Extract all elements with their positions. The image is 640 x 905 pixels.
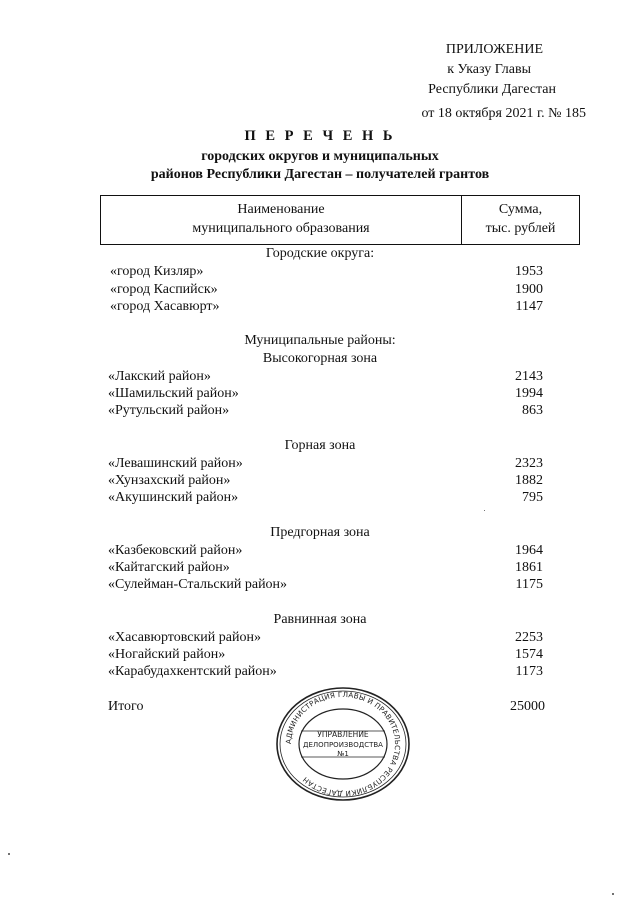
list-item-value: 1882 — [515, 473, 543, 488]
list-item-name: «Карабудахкентский район» — [108, 664, 277, 679]
list-item-value: 2143 — [515, 369, 543, 384]
list-item-name: «Кайтагский район» — [108, 560, 230, 575]
header-sum-cell — [462, 196, 579, 244]
list-item-value: 1900 — [515, 282, 543, 297]
list-item-name: «город Хасавюрт» — [110, 299, 220, 314]
scan-speck — [612, 893, 614, 895]
section-heading-municipal: Муниципальные районы: — [244, 333, 396, 348]
list-item-value: 2253 — [515, 630, 543, 645]
stamp-line-1: УПРАВЛЕНИЕ — [317, 730, 369, 739]
stamp-line-2: ДЕЛОПРОИЗВОДСТВА — [303, 741, 383, 749]
stamp-line-3: №1 — [337, 750, 349, 758]
list-item-value: 1574 — [515, 647, 543, 662]
stamp-seal-icon — [275, 687, 411, 802]
subtitle-line-1: городских округов и муниципальных — [201, 149, 439, 164]
list-item-value: 1147 — [515, 299, 543, 314]
section-heading-urban: Городские округа: — [265, 246, 375, 261]
list-item-value: 1994 — [515, 386, 543, 401]
list-item-name: «город Кизляр» — [110, 264, 204, 279]
list-item-name: «Левашинский район» — [108, 456, 243, 471]
list-item-value: 863 — [522, 403, 543, 418]
header-name-line-2: муниципального образования — [192, 221, 370, 236]
header-sum-line-2: тыс. рублей — [485, 221, 556, 236]
list-item-value: 1175 — [515, 577, 543, 592]
section-heading-highland: Высокогорная зона — [262, 351, 378, 366]
appendix-label: ПРИЛОЖЕНИЕ — [445, 42, 543, 57]
list-item-name: «Лакский район» — [108, 369, 211, 384]
list-item-name: «Ногайский район» — [108, 647, 226, 662]
list-item-name: «Хунзахский район» — [108, 473, 231, 488]
appendix-republic: Республики Дагестан — [428, 82, 556, 97]
list-item-name: «Казбековский район» — [108, 543, 243, 558]
document-title: П Е Р Е Ч Е Н Ь — [244, 128, 396, 144]
list-item-name: «Рутульский район» — [108, 403, 230, 418]
total-label: Итого — [108, 699, 144, 714]
list-item-name: «Хасавюртовский район» — [108, 630, 261, 645]
list-item-value: 795 — [522, 490, 543, 505]
header-sum-line-1: Сумма, — [498, 202, 543, 217]
list-item-name: «Сулейман-Стальский район» — [108, 577, 288, 592]
document-subtitle — [0, 148, 640, 184]
section-heading-plain: Равнинная зона — [273, 612, 367, 627]
table-header — [100, 195, 580, 245]
header-name-line-1: Наименование — [237, 202, 325, 217]
scan-speck — [484, 510, 485, 511]
list-item-value: 1173 — [515, 664, 543, 679]
list-item-value: 1861 — [515, 560, 543, 575]
appendix-block — [360, 40, 580, 100]
stamp-ring-text: АДМИНИСТРАЦИЯ ГЛАВЫ И ПРАВИТЕЛЬСТВА РЕСПУБЛИКИ ДАГЕСТАН — [283, 689, 403, 799]
list-item-value: 1964 — [515, 543, 543, 558]
list-item-name: «Акушинский район» — [108, 490, 239, 505]
total-value: 25000 — [510, 699, 545, 714]
list-item-value: 1953 — [515, 264, 543, 279]
subtitle-line-2: районов Республики Дагестан – получателей грантов — [150, 167, 490, 182]
appendix-date: от 18 октября 2021 г. № 185 — [421, 106, 586, 121]
section-heading-mountain: Горная зона — [284, 438, 356, 453]
list-item-value: 2323 — [515, 456, 543, 471]
list-item-name: «город Каспийск» — [110, 282, 218, 297]
scan-speck — [8, 853, 10, 855]
list-item-name: «Шамильский район» — [108, 386, 239, 401]
section-heading-foothill: Предгорная зона — [270, 525, 370, 540]
header-name-cell — [101, 196, 462, 244]
appendix-decree: к Указу Главы — [447, 62, 531, 77]
official-stamp — [275, 687, 411, 802]
